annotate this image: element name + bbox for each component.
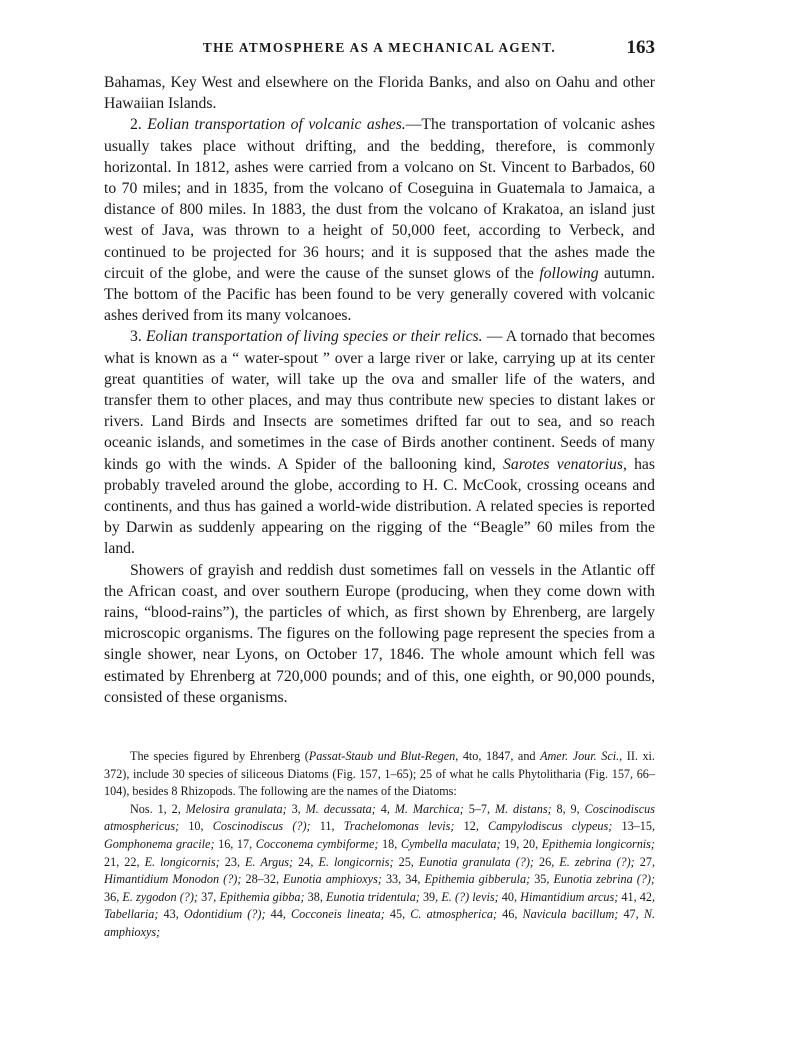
note-text: II. xi. 372), include 30 species of siliceous Diatoms (Fig. 157, 1–65); 25 of what he calls Phytolitharia (Fig. 157, 66–104), besides 8 Rhizopods. The following are the names of the Diatoms: [104, 749, 655, 799]
page-number: 163 [626, 37, 655, 58]
figure-numbers: 21, 22, [104, 854, 145, 869]
figure-numbers: 12, [454, 819, 489, 834]
figure-numbers: 46, [497, 907, 523, 922]
diatom-species-name: M. distans; [494, 801, 552, 816]
figure-numbers: 26, [533, 854, 560, 869]
diatom-species-name: Gomphonema gracile; [104, 836, 215, 851]
diatom-species-name: Himantidium arcus; [520, 889, 619, 904]
figure-numbers: 36, [104, 889, 123, 904]
figure-numbers: 10, [179, 819, 213, 834]
figure-numbers: 24, [293, 854, 319, 869]
diatom-species-name: Himantidium Monodon (?); [104, 872, 242, 887]
figure-numbers: 19, 20, [500, 836, 542, 851]
paragraph-volcanic-ashes [104, 114, 655, 326]
figure-numbers: 27, [634, 854, 656, 869]
note-text: The species figured by Ehrenberg ( [130, 749, 309, 763]
diatom-species-name: Eunotia granulata (?); [418, 854, 534, 869]
diatom-species-name: Coscinodiscus (?); [212, 819, 311, 834]
figure-numbers: 25, [393, 854, 419, 869]
paragraph-text: —The transportation of volcanic ashes usually takes place without drifting, and the bedding, therefore, is commonly horizontal. In 1812, ashes were carried from a volcano on St. Vincent to Barbados, 60 to 70 miles; and in 1835, from the volcano of Coseguina in Guatemala to Jamaica, a distance of 800 miles. In 1883, the dust from the volcano of Krakatoa, an island just west of Java, was thrown to a height of 50,000 feet, according to Verbeck, and continued to be projected for 36 hours; and it is supposed that the ashes made the circuit of the globe, and were the cause of the sunset glows of the [104, 116, 655, 282]
section-heading: Eolian transportation of living species or their relics. [145, 328, 483, 346]
figure-numbers: 37, [197, 889, 220, 904]
diatom-species-name: Eunotia amphioxys; [283, 872, 382, 887]
footnotes [104, 748, 655, 942]
section-heading: Eolian transportation of volcanic ashes. [147, 116, 406, 134]
diatom-species-name: M. Marchica; [394, 801, 464, 816]
figure-numbers: 11, [310, 819, 344, 834]
figure-numbers: 44, [265, 907, 291, 922]
figure-numbers: 33, 34, [381, 872, 425, 887]
section-number: 3. [130, 328, 142, 346]
figure-numbers: 47, [618, 907, 644, 922]
figure-numbers: 23, [219, 854, 246, 869]
paragraph-living-species [104, 326, 655, 559]
figure-numbers: 18, [378, 836, 401, 851]
figure-numbers: 13–15, [612, 819, 655, 834]
figure-numbers: 28–32, [241, 872, 284, 887]
species-name: Sarotes venatorius, [503, 455, 627, 473]
diatom-species-name: Trachelomonas levis; [343, 819, 455, 834]
paragraph-text: has probably traveled around the globe, according to H. C. McCook, crossing oceans and continents, and thus has gained a world-wide distribution. A related species is reported by Darwin as suddenly appearing on the rigging of the “Beagle” 60 miles from the land. [104, 455, 656, 558]
diatom-species-name: E. zygodon (?); [122, 889, 198, 904]
diatom-species-name: Cymbella maculata; [400, 836, 501, 851]
diatom-species-name: Epithemia longicornis; [541, 836, 655, 851]
figure-numbers: 35, [530, 872, 554, 887]
diatom-species-name: Melosira granulata; [185, 801, 287, 816]
figure-numbers: 16, 17, [214, 836, 256, 851]
paragraph-text: Bahamas, Key West and elsewhere on the Florida Banks, and also on Oahu and other Hawaiian Islands. [104, 74, 655, 113]
diatom-species-name: Cocconeis lineata; [291, 907, 385, 922]
figure-numbers: 39, [419, 889, 442, 904]
figure-numbers: 43, [158, 907, 184, 922]
note-text: 4to, 1847, and [458, 749, 541, 763]
italic-word: following [539, 264, 599, 282]
running-title: THE ATMOSPHERE AS A MECHANICAL AGENT. [202, 40, 557, 55]
figure-numbers: 45, [384, 907, 411, 922]
figure-numbers: 8, 9, [551, 801, 585, 816]
paragraph-text: autumn. The bottom of the Pacific has been found to be very generally covered with volcanic ashes derived from its many volcanoes. [104, 264, 655, 325]
note-species-figured [104, 748, 655, 801]
diatom-species-name: E. longicornis; [144, 854, 220, 869]
figure-numbers: Nos. 1, 2, [130, 801, 186, 816]
section-number: 2. [130, 116, 142, 134]
diatom-species-name: N. amphioxys; [104, 907, 656, 939]
note-diatom-list [104, 801, 655, 942]
figure-numbers: 38, [304, 889, 326, 904]
diatom-species-name: Eunotia tridentula; [326, 889, 420, 904]
paragraph-text: Showers of grayish and reddish dust sometimes fall on vessels in the Atlantic off the African coast, and over southern Europe (producing, when they come down with rains, “blood-rains”), the particles of which, as first shown by Ehrenberg, are largely microscopic organisms. The figures on the following page represent the species from a single shower, near Lyons, on October 17, 1846. The whole amount which fell was estimated by Ehrenberg at 720,000 pounds; and of this, one eighth, or 90,000 pounds, consisted of these organisms. [104, 561, 655, 706]
diatom-species-name: E. zebrina (?); [559, 854, 635, 869]
diatom-species-name: Eunotia zebrina (?); [553, 872, 656, 887]
page-header [104, 37, 655, 64]
diatom-species-name: Campylodiscus clypeus; [488, 819, 613, 834]
diatom-species-name: Odontidium (?); [183, 907, 266, 922]
figure-numbers: 4, [375, 801, 395, 816]
diatom-species-name: E. longicornis; [318, 854, 394, 869]
paragraph-text: — A tornado that becomes what is known as a “ water-spout ” over a large river or lake, carrying up at its center great quantities of water, will take up the ova and smaller life of the waters, and transfer them to other places, and may thus contribute new species to distant lakes or rivers. Land Birds and Insects are sometimes drifted far out to sea, and so reach oceanic islands, and sometimes in the case of Birds another continent. Seeds of many kinds go with the winds. A Spider of the ballooning kind, [104, 328, 656, 473]
main-text [104, 72, 655, 708]
diatom-species-name: Coscinodiscus atmosphericus; [104, 801, 655, 834]
diatom-species-name: E. (?) levis; [441, 889, 499, 904]
paragraph-continuation [104, 72, 655, 114]
figure-numbers: 5–7, [463, 801, 495, 816]
figure-numbers: 40, [498, 889, 521, 904]
diatom-species-name: C. atmospherica; [410, 907, 498, 922]
diatom-species-name: Epithemia gibba; [219, 889, 305, 904]
diatom-species-name: Cocconema cymbiforme; [255, 836, 379, 851]
diatom-species-name: Tabellaria; [104, 907, 159, 922]
diatom-species-name: Epithemia gibberula; [424, 872, 531, 887]
diatom-species-name: M. decussata; [305, 801, 376, 816]
diatom-species-name: Navicula bacillum; [522, 907, 619, 922]
diatom-species-name: E. Argus; [245, 854, 294, 869]
figure-numbers: 3, [286, 801, 306, 816]
journal-title: Amer. Jour. Sci., [540, 749, 623, 763]
figure-numbers: 41, 42, [618, 889, 656, 904]
book-title: Passat-Staub und Blut-Regen, [308, 749, 459, 763]
paragraph-dust-showers [104, 560, 655, 708]
